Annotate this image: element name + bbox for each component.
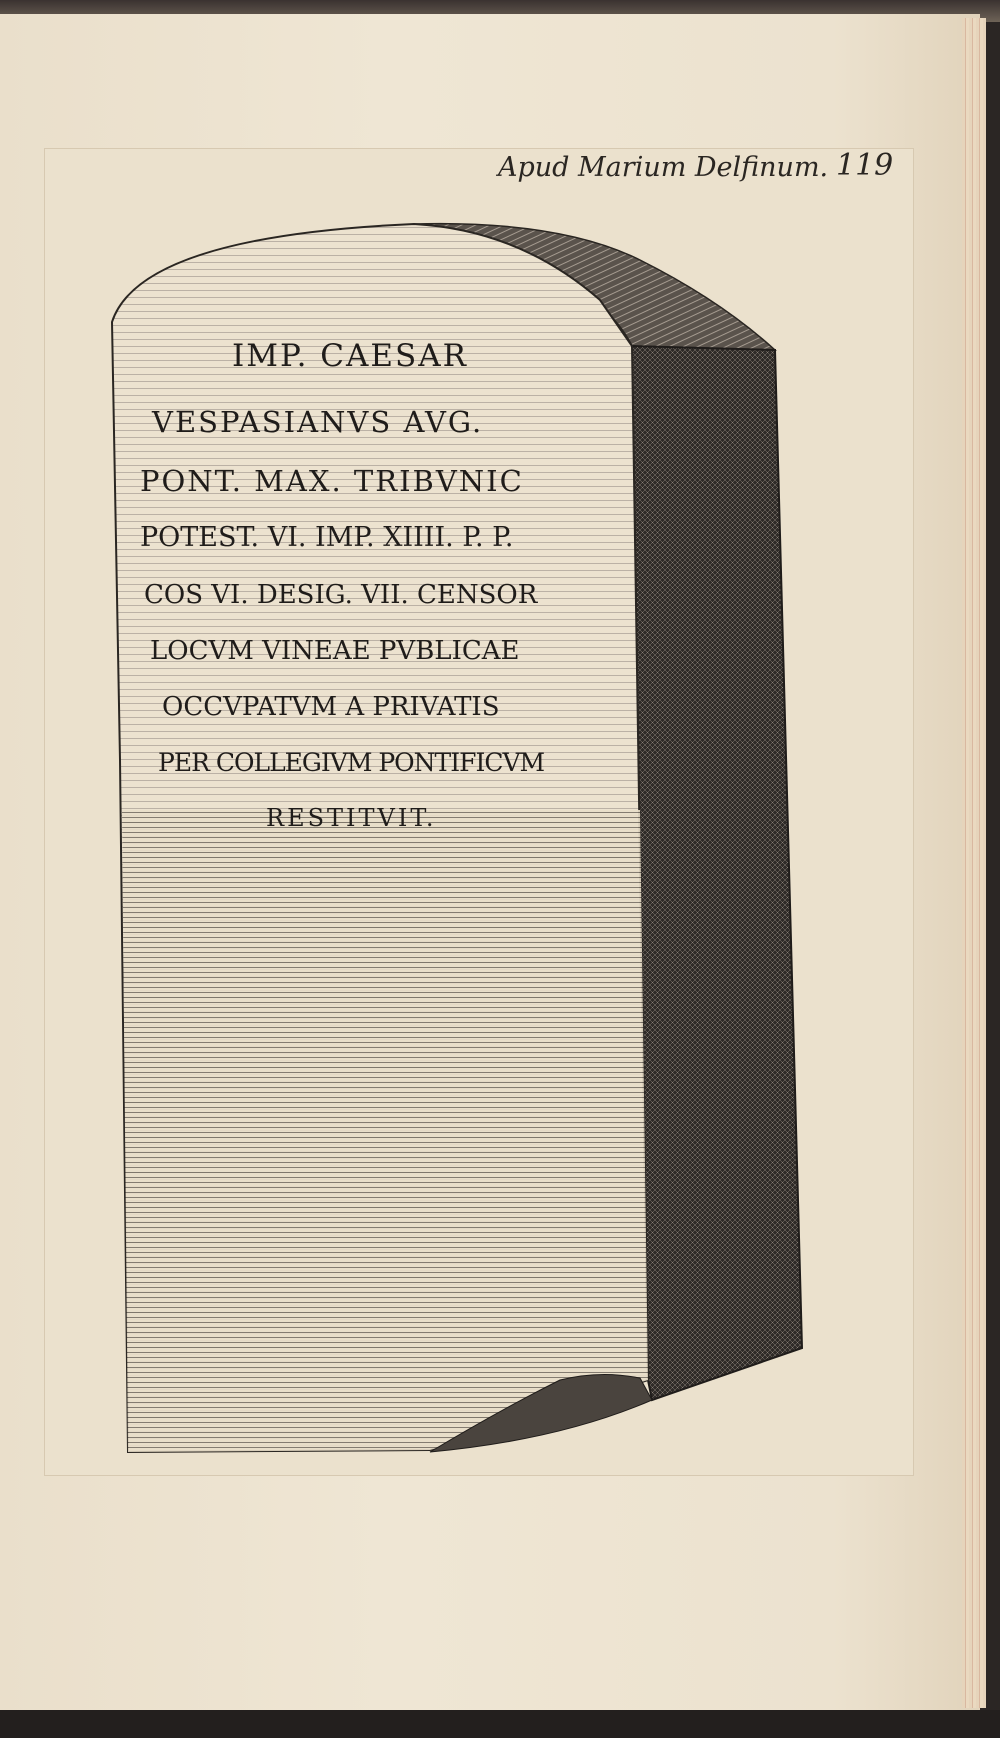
- inscription-line-4: POTEST. VI. IMP. XIIII. P. P.: [140, 522, 514, 553]
- page-header: [498, 148, 898, 208]
- inscription-line-1: IMP. CAESAR: [232, 338, 468, 374]
- inscription-line-5: COS VI. DESIG. VII. CENSOR: [144, 580, 538, 610]
- inscription-line-8: PER COLLEGIVM PONTIFICVM: [158, 748, 545, 777]
- page-number: 119: [836, 148, 894, 183]
- inscription-line-7: OCCVPATVM A PRIVATIS: [162, 692, 500, 722]
- inscription-line-6: LOCVM VINEAE PVBLICAE: [150, 636, 520, 666]
- book-bottom-shadow: [0, 1710, 1000, 1738]
- location-caption: Apud Marium Delfinum.: [498, 152, 829, 183]
- stone-front-shading: [122, 810, 648, 1452]
- inscription-line-3: PONT. MAX. TRIBVNIC: [140, 464, 524, 498]
- inscription-line-9: RESTITVIT.: [266, 804, 437, 832]
- inscription-line-2: VESPASIANVS AVG.: [152, 405, 484, 439]
- stone-side: [632, 346, 802, 1400]
